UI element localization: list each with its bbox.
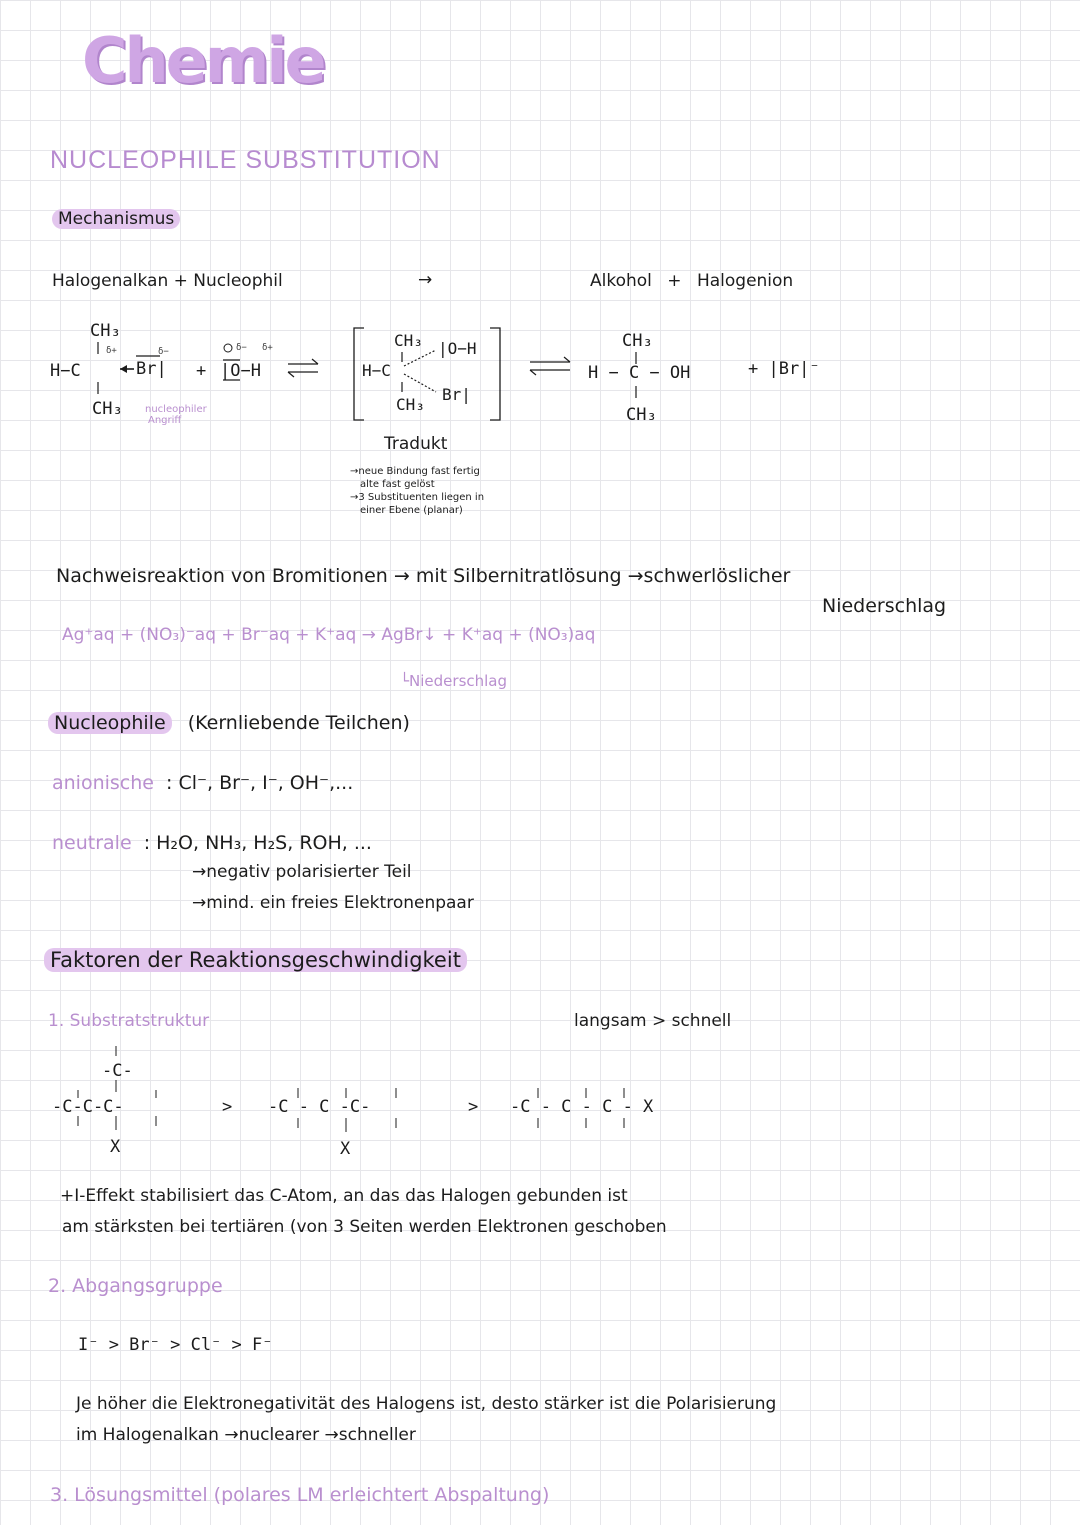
svg-text:H−C: H−C xyxy=(50,361,81,381)
detection-equation: Ag⁺aq + (NO₃)⁻aq + Br⁻aq + K⁺aq → AgBr↓ + K⁺aq + (NO₃)aq xyxy=(62,625,596,645)
nucleophiles-heading: Nucleophile (Kernliebende Teilchen) xyxy=(48,712,410,734)
transition-state-label: Tradukt xyxy=(384,434,448,454)
svg-text:+: + xyxy=(196,361,207,381)
gt-sign-2: > xyxy=(468,1097,479,1117)
factor-1-label: 1. Substratstruktur xyxy=(48,1011,210,1031)
neutral-note-1: →negativ polarisierter Teil xyxy=(192,862,412,882)
page-title: NUCLEOPHILE SUBSTITUTION xyxy=(50,146,441,174)
factor-2-text-1: Je höher die Elektronegativität des Halogens ist, desto stärker ist die Polarisierung xyxy=(76,1394,777,1414)
svg-text:Br|: Br| xyxy=(442,385,471,404)
svg-text:δ+: δ+ xyxy=(262,343,273,353)
svg-text:|O−H: |O−H xyxy=(220,361,261,381)
neutral-nucleophiles: neutrale : H₂O, NH₃, H₂S, ROH, ... xyxy=(52,832,372,854)
transition-state-structure xyxy=(354,328,500,420)
svg-text:δ−: δ− xyxy=(236,343,247,353)
factor-2-label: 2. Abgangsgruppe xyxy=(48,1275,223,1297)
nucleophilic-attack-label: nucleophiler Angriff xyxy=(145,404,207,426)
detection-line-2: Niederschlag xyxy=(822,595,947,617)
factor-1-text-2: am stärksten bei tertiären (von 3 Seiten werden Elektronen geschoben xyxy=(62,1217,667,1237)
factors-heading: Faktoren der Reaktionsgeschwindigkeit xyxy=(44,948,467,972)
svg-text:Br|: Br| xyxy=(136,359,167,379)
transition-state-notes: →neue Bindung fast fertig alte fast gelöst →3 Substituenten liegen in einer Ebene (planar) xyxy=(350,466,485,516)
nucleophile-structure xyxy=(196,343,318,381)
svg-text:-C-C-C-: -C-C-C- xyxy=(52,1097,124,1117)
reactants-label: Halogenalkan + Nucleophil xyxy=(52,271,283,291)
svg-text:CH₃: CH₃ xyxy=(90,321,121,341)
reaction-arrow: → xyxy=(418,270,433,290)
svg-text:-C - C - C - X: -C - C - C - X xyxy=(510,1097,654,1117)
anionic-nucleophiles: anionische : Cl⁻, Br⁻, I⁻, OH⁻,... xyxy=(52,772,354,794)
svg-text:CH₃: CH₃ xyxy=(626,405,657,425)
svg-text:H − C − OH: H − C − OH xyxy=(588,363,691,383)
svg-text:CH₃: CH₃ xyxy=(92,399,123,419)
factor-3-label: 3. Lösungsmittel (polares LM erleichtert Abspaltung) xyxy=(50,1484,550,1506)
svg-text:-C-: -C- xyxy=(102,1061,133,1081)
precipitate-label: └Niederschlag xyxy=(400,672,508,690)
alcohol-structure xyxy=(588,331,690,425)
svg-text:δ+: δ+ xyxy=(106,346,117,356)
equilibrium-arrow xyxy=(530,357,570,375)
tertiary-substrate xyxy=(52,1046,156,1157)
reactivity-order: langsam > schnell xyxy=(574,1011,732,1031)
secondary-substrate xyxy=(268,1088,396,1159)
svg-text:X: X xyxy=(340,1139,351,1159)
primary-substrate xyxy=(510,1088,654,1128)
svg-text:CH₃: CH₃ xyxy=(394,331,423,350)
svg-text:-C - C -C-: -C - C -C- xyxy=(268,1097,371,1117)
svg-text:CH₃: CH₃ xyxy=(622,331,653,351)
svg-text:X: X xyxy=(110,1137,121,1157)
bromide-product: + |Br|⁻ xyxy=(748,359,820,379)
factor-1-text-1: +I-Effekt stabilisiert das C-Atom, an das das Halogen gebunden ist xyxy=(60,1186,628,1206)
svg-text:H−C: H−C xyxy=(362,361,391,380)
detection-line: Nachweisreaktion von Bromitionen → mit Silbernitratlösung →schwerlöslicher xyxy=(56,565,791,587)
neutral-note-2: →mind. ein freies Elektronenpaar xyxy=(192,893,474,913)
svg-text:|O−H: |O−H xyxy=(438,339,477,358)
gt-sign-1: > xyxy=(222,1097,233,1117)
svg-text:CH₃: CH₃ xyxy=(396,395,425,414)
svg-text:δ−: δ− xyxy=(158,347,169,357)
leaving-group-order: I⁻ > Br⁻ > Cl⁻ > F⁻ xyxy=(78,1335,273,1355)
section-heading-mechanism: Mechanismus xyxy=(52,209,180,229)
products-label: Alkohol + Halogenion xyxy=(590,271,794,291)
logo: Chemie xyxy=(82,24,324,97)
factor-2-text-2: im Halogenalkan →nuclearer →schneller xyxy=(76,1425,416,1445)
substrate-structures xyxy=(40,1040,700,1165)
